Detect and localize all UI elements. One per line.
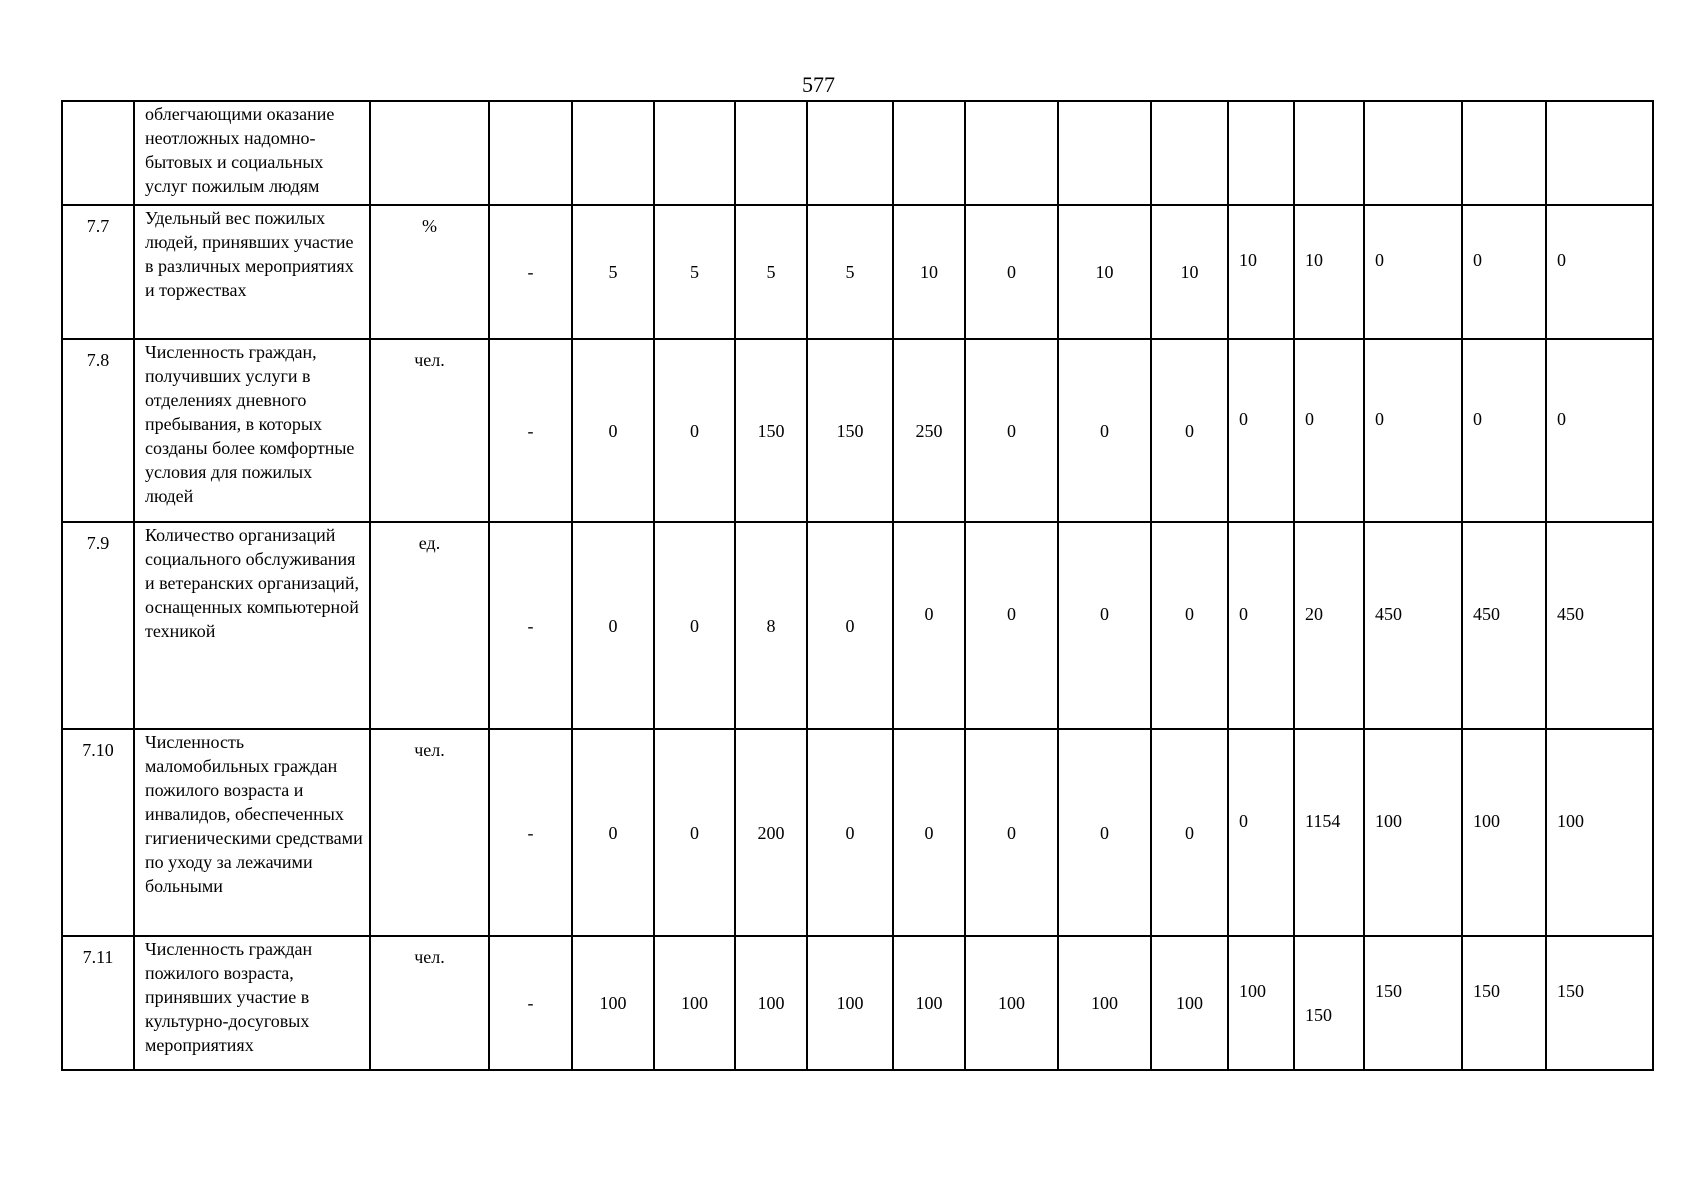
table-row: [62, 101, 1653, 205]
unit-cell: чел.: [370, 339, 489, 522]
value-cell: 100: [1546, 729, 1653, 936]
value-cell: -: [489, 936, 572, 1070]
unit-cell: ед.: [370, 522, 489, 729]
value-cell: 0: [1228, 522, 1294, 729]
value-cell: 8: [735, 522, 807, 729]
value-cell: 5: [572, 205, 654, 339]
value-cell: 0: [965, 205, 1058, 339]
indicator-name-cell: Количество организаций социального обслуживания и ветеранских организаций, оснащенных компьютерной техникой: [134, 522, 370, 729]
unit-cell: [370, 101, 489, 205]
value-cell: 20: [1294, 522, 1364, 729]
value-cell: 0: [965, 339, 1058, 522]
indicator-name-cell: облегчающими оказание неотложных надомно-бытовых и социальных услуг пожилым людям: [134, 101, 370, 205]
value-cell: 10: [1228, 205, 1294, 339]
value-cell: 100: [572, 936, 654, 1070]
value-cell: 0: [572, 522, 654, 729]
value-cell: 100: [1151, 936, 1228, 1070]
value-cell: [654, 101, 735, 205]
value-cell: 0: [1151, 339, 1228, 522]
value-cell: [807, 101, 893, 205]
value-cell: -: [489, 522, 572, 729]
value-cell: 0: [893, 522, 965, 729]
value-cell: 0: [654, 339, 735, 522]
value-cell: 100: [1364, 729, 1462, 936]
indicator-name-cell: Численность маломобильных граждан пожилого возраста и инвалидов, обеспеченных гигиеническими средствами по уходу за лежачими больными: [134, 729, 370, 936]
value-cell: [1228, 101, 1294, 205]
value-cell: 5: [807, 205, 893, 339]
indicator-name-cell: Численность граждан пожилого возраста, принявших участие в культурно-досуговых мероприятиях: [134, 936, 370, 1070]
value-cell: 150: [1364, 936, 1462, 1070]
value-cell: 5: [654, 205, 735, 339]
value-cell: 0: [1151, 522, 1228, 729]
value-cell: 10: [1058, 205, 1151, 339]
value-cell: 0: [1364, 205, 1462, 339]
row-number-cell: 7.11: [62, 936, 134, 1070]
value-cell: 0: [1546, 339, 1653, 522]
value-cell: 100: [654, 936, 735, 1070]
value-cell: 1154: [1294, 729, 1364, 936]
value-cell: 0: [1364, 339, 1462, 522]
value-cell: 250: [893, 339, 965, 522]
value-cell: 0: [1228, 339, 1294, 522]
unit-cell: чел.: [370, 936, 489, 1070]
value-cell: [1364, 101, 1462, 205]
value-cell: 450: [1546, 522, 1653, 729]
value-cell: -: [489, 729, 572, 936]
value-cell: 150: [1546, 936, 1653, 1070]
value-cell: -: [489, 205, 572, 339]
value-cell: 450: [1462, 522, 1546, 729]
value-cell: 200: [735, 729, 807, 936]
indicator-name-cell: Удельный вес пожилых людей, принявших участие в различных мероприятиях и торжествах: [134, 205, 370, 339]
row-number-cell: 7.7: [62, 205, 134, 339]
value-cell: [965, 101, 1058, 205]
value-cell: [893, 101, 965, 205]
value-cell: 0: [965, 522, 1058, 729]
value-cell: 0: [1151, 729, 1228, 936]
value-cell: 0: [1058, 339, 1151, 522]
value-cell: -: [489, 339, 572, 522]
value-cell: 100: [807, 936, 893, 1070]
value-cell: 0: [965, 729, 1058, 936]
value-cell: 0: [572, 339, 654, 522]
value-cell: 10: [1294, 205, 1364, 339]
table-row: [62, 339, 1653, 522]
value-cell: 0: [807, 522, 893, 729]
value-cell: 0: [1294, 339, 1364, 522]
value-cell: 0: [654, 522, 735, 729]
value-cell: 0: [1058, 729, 1151, 936]
value-cell: 100: [965, 936, 1058, 1070]
row-number-cell: 7.9: [62, 522, 134, 729]
value-cell: 150: [735, 339, 807, 522]
table-row: [62, 936, 1653, 1070]
value-cell: 0: [893, 729, 965, 936]
value-cell: 0: [654, 729, 735, 936]
value-cell: 150: [1462, 936, 1546, 1070]
value-cell: [1151, 101, 1228, 205]
value-cell: 0: [1462, 339, 1546, 522]
value-cell: 450: [1364, 522, 1462, 729]
value-cell: [1294, 101, 1364, 205]
value-cell: 100: [893, 936, 965, 1070]
value-cell: 0: [1462, 205, 1546, 339]
row-number-cell: 7.10: [62, 729, 134, 936]
value-cell: [572, 101, 654, 205]
table-row: [62, 205, 1653, 339]
value-cell: 5: [735, 205, 807, 339]
value-cell: 100: [735, 936, 807, 1070]
table-row: [62, 729, 1653, 936]
value-cell: [1058, 101, 1151, 205]
value-cell: 0: [1546, 205, 1653, 339]
value-cell: 0: [807, 729, 893, 936]
page-number: 577: [802, 72, 835, 97]
value-cell: 100: [1462, 729, 1546, 936]
value-cell: 0: [572, 729, 654, 936]
value-cell: 100: [1058, 936, 1151, 1070]
value-cell: 150: [1294, 936, 1364, 1070]
table-row: [62, 522, 1653, 729]
row-number-cell: [62, 101, 134, 205]
indicators-table: [61, 100, 1654, 1071]
value-cell: 10: [893, 205, 965, 339]
row-number-cell: 7.8: [62, 339, 134, 522]
indicator-name-cell: Численность граждан, получивших услуги в отделениях дневного пребывания, в которых созданы более комфортные условия для пожилых людей: [134, 339, 370, 522]
value-cell: 10: [1151, 205, 1228, 339]
unit-cell: чел.: [370, 729, 489, 936]
value-cell: 150: [807, 339, 893, 522]
value-cell: 0: [1058, 522, 1151, 729]
value-cell: [735, 101, 807, 205]
unit-cell: %: [370, 205, 489, 339]
value-cell: [489, 101, 572, 205]
value-cell: 0: [1228, 729, 1294, 936]
value-cell: [1462, 101, 1546, 205]
value-cell: 100: [1228, 936, 1294, 1070]
value-cell: [1546, 101, 1653, 205]
